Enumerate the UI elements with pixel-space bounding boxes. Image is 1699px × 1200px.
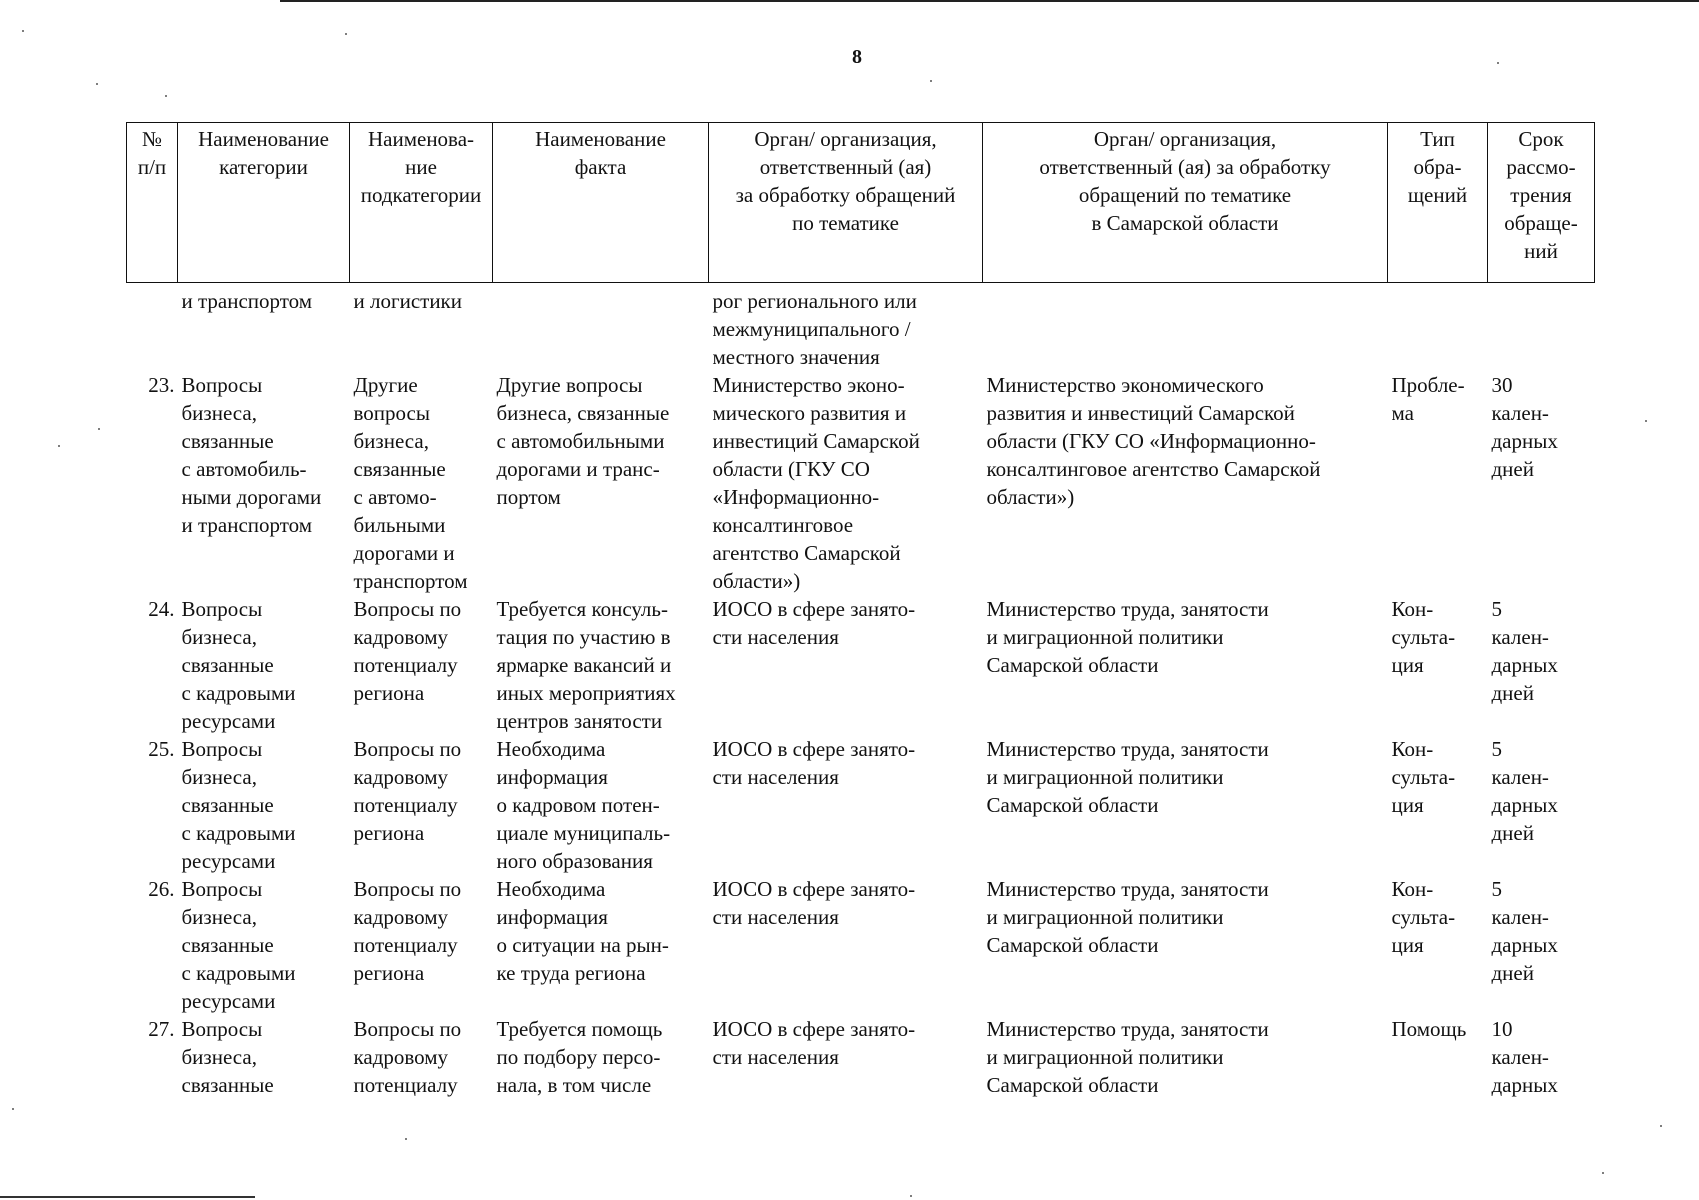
cell-org: Министерство эконо- мического развития и инвестиций Самарской области (ГКУ СО «Информационно- консалтинговое агентство Самарской области»): [712, 373, 920, 593]
cell-fact: Другие вопросы бизнеса, связанные с автомобильными дорогами и транс- портом: [496, 373, 670, 509]
header-cell-org: Орган/ организация, ответственный (ая) за обработку обращений по тематике: [709, 123, 983, 283]
cell-fact: Требуется консуль- тация по участию в ярмарке вакансий и иных мероприятиях центров занятости: [496, 597, 676, 733]
cell-number: 23.: [148, 373, 175, 397]
cell-term: 10 кален- дарных: [1491, 1017, 1558, 1097]
cell-org-samara: Министерство труда, занятости и миграционной политики Самарской области: [986, 877, 1269, 957]
table-row: [127, 875, 1595, 1015]
cell-term: 30 кален- дарных дней: [1491, 373, 1558, 481]
header-cell-fact: Наименование факта: [493, 123, 709, 283]
cell-term: [1488, 283, 1595, 372]
scan-speck: [910, 1195, 912, 1197]
scan-speck: [22, 30, 24, 32]
cell-org: ИОСО в сфере занято- сти населения: [712, 737, 916, 789]
cell-subcategory: Другие вопросы бизнеса, связанные с автомо- бильными дорогами и транспортом: [353, 373, 468, 593]
table-row: [127, 1015, 1595, 1105]
table-row: [127, 283, 1595, 372]
cell-term: 5 кален- дарных дней: [1491, 597, 1558, 705]
scan-speck: [12, 1108, 14, 1110]
cell-type: Помощь: [1391, 1017, 1467, 1041]
cell-category: и транспортом: [181, 289, 313, 313]
cell-subcategory: Вопросы по кадровому потенциалу региона: [353, 597, 462, 705]
scan-speck: [96, 83, 98, 85]
cell-org-samara: Министерство экономического развития и инвестиций Самарской области (ГКУ СО «Информационно- консалтинговое агентство Самарской области»): [986, 373, 1321, 509]
scan-speck: [165, 95, 167, 97]
cell-org-samara: [983, 283, 1388, 372]
cell-fact: Необходима информация о ситуации на рын- ке труда региона: [496, 877, 669, 985]
header-cell-category: Наименование категории: [178, 123, 350, 283]
table-row: [127, 595, 1595, 735]
scan-edge-bottom: [0, 1196, 255, 1198]
scan-edge-top: [280, 0, 1699, 2]
cell-type: Пробле- ма: [1391, 373, 1465, 425]
table-header-row: [127, 123, 1595, 283]
cell-type: Кон- сульта- ция: [1391, 737, 1456, 817]
cell-org: рог регионального или межмуниципального / местного значения: [712, 289, 917, 369]
cell-category: Вопросы бизнеса, связанные с автомобиль- ными дорогами и транспортом: [181, 373, 322, 537]
categories-table: [126, 122, 1595, 1105]
table-row: [127, 371, 1595, 595]
cell-category: Вопросы бизнеса, связанные с кадровыми ресурсами: [181, 737, 296, 873]
cell-term: 5 кален- дарных дней: [1491, 737, 1558, 845]
cell-number: [127, 283, 178, 372]
cell-type: Кон- сульта- ция: [1391, 597, 1456, 677]
cell-fact: Необходима информация о кадровом потен- циале муниципаль- ного образования: [496, 737, 671, 873]
scan-speck: [930, 80, 932, 82]
cell-number: 24.: [148, 597, 175, 621]
scan-speck: [1660, 1125, 1662, 1127]
scan-speck: [345, 33, 347, 35]
header-cell-type: Тип обра- щений: [1388, 123, 1488, 283]
scan-speck: [1497, 62, 1499, 64]
header-cell-number: № п/п: [127, 123, 178, 283]
cell-number: 25.: [148, 737, 175, 761]
table-row: [127, 735, 1595, 875]
cell-term: 5 кален- дарных дней: [1491, 877, 1558, 985]
scan-speck: [58, 445, 60, 447]
cell-category: Вопросы бизнеса, связанные: [181, 1017, 274, 1097]
scan-speck: [1602, 1172, 1604, 1174]
cell-subcategory: Вопросы по кадровому потенциалу региона: [353, 737, 462, 845]
cell-type: [1388, 283, 1488, 372]
cell-org-samara: Министерство труда, занятости и миграционной политики Самарской области: [986, 597, 1269, 677]
cell-subcategory: и логистики: [353, 289, 462, 313]
cell-org-samara: Министерство труда, занятости и миграционной политики Самарской области: [986, 737, 1269, 817]
cell-number: 26.: [148, 877, 175, 901]
cell-number: 27.: [148, 1017, 175, 1041]
cell-subcategory: Вопросы по кадровому потенциалу региона: [353, 877, 462, 985]
header-cell-org-samara: Орган/ организация, ответственный (ая) за обработку обращений по тематике в Самарской области: [983, 123, 1388, 283]
cell-fact: Требуется помощь по подбору персо- нала, в том числе: [496, 1017, 663, 1097]
cell-category: Вопросы бизнеса, связанные с кадровыми ресурсами: [181, 597, 296, 733]
cell-subcategory: Вопросы по кадровому потенциалу: [353, 1017, 462, 1097]
cell-fact: [493, 283, 709, 372]
cell-org: ИОСО в сфере занято- сти населения: [712, 1017, 916, 1069]
header-cell-subcategory: Наименова- ние подкатегории: [350, 123, 493, 283]
page-number: 8: [852, 46, 862, 68]
cell-type: Кон- сульта- ция: [1391, 877, 1456, 957]
cell-org: ИОСО в сфере занято- сти населения: [712, 597, 916, 649]
cell-category: Вопросы бизнеса, связанные с кадровыми ресурсами: [181, 877, 296, 1013]
header-cell-term: Срок рассмо- трения обраще- ний: [1488, 123, 1595, 283]
scan-speck: [1645, 420, 1647, 422]
cell-org: ИОСО в сфере занято- сти населения: [712, 877, 916, 929]
scan-speck: [405, 1138, 407, 1140]
scan-speck: [98, 428, 100, 430]
cell-org-samara: Министерство труда, занятости и миграционной политики Самарской области: [986, 1017, 1269, 1097]
